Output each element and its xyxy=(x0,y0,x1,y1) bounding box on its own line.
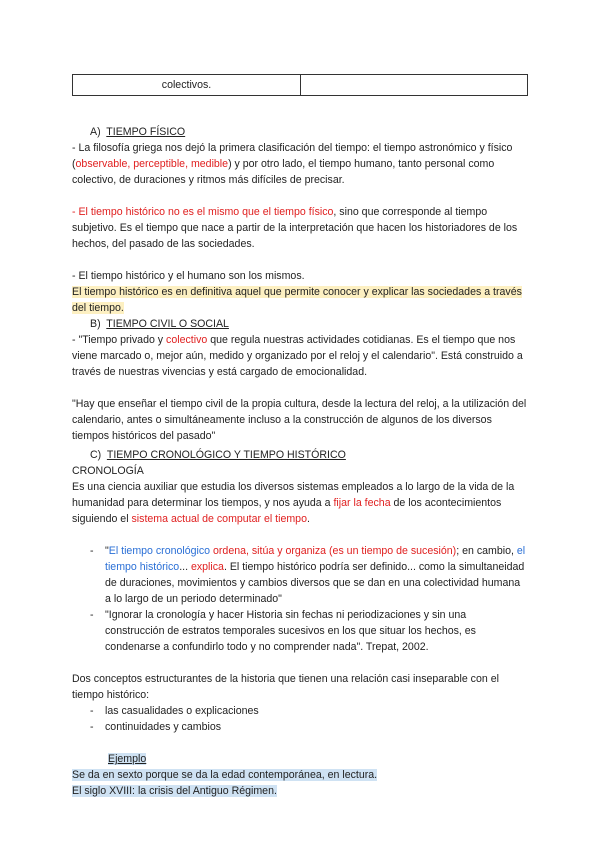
section-c xyxy=(72,447,528,799)
table-cell-empty xyxy=(301,75,527,95)
section-c-title: TIEMPO CRONOLÓGICO Y TIEMPO HISTÓRICO xyxy=(106,449,346,461)
section-a xyxy=(72,124,528,316)
section-b-title: TIEMPO CIVIL O SOCIAL xyxy=(106,318,229,330)
list-item: - las casualidades o explicaciones xyxy=(72,703,528,719)
example-line: El siglo XVIII: la crisis del Antiguo Régimen. xyxy=(72,785,277,797)
section-a-heading: A) TIEMPO FÍSICO xyxy=(90,126,186,138)
table-cell: colectivos. xyxy=(73,75,301,95)
highlighted-paragraph: El tiempo histórico es en definitiva aquel que permite conocer y explicar las sociedades a través del tiempo. xyxy=(72,286,522,314)
section-a-title: TIEMPO FÍSICO xyxy=(106,126,186,138)
paragraph: - La filosofía griega nos dejó la primera clasificación del tiempo: el tiempo astronómico y físico (observable, perceptible, medible) y por otro lado, el tiempo humano, tanto personal como colectivo, de duraciones y ritmos más difíciles de precisar. xyxy=(72,142,513,186)
paragraph: - El tiempo histórico no es el mismo que el tiempo físico, sino que corresponde al tiempo subjetivo. Es el tiempo que nace a partir de la interpretación que hacen los historiadores de los hechos, del pasado de las sociedades. xyxy=(72,206,518,250)
paragraph: - "Tiempo privado y colectivo que regula nuestras actividades cotidianas. Es el tiempo que nos viene marcado o, mejor aún, medido y organizado por el reloj y el calendario". Está construido a través de nuestras vivencias y está cargado de emocionalidad. xyxy=(72,334,523,378)
quote-list xyxy=(72,543,528,655)
list-item: - "El tiempo cronológico ordena, sitúa y organiza (es un tiempo de sucesión); en cambio, el tiempo histórico... explica. El tiempo histórico podría ser definido... como la simultaneidad de duraciones, movimientos y cambios diversos que se dan en una colectividad humana a lo largo de un periodo determinado" xyxy=(72,543,528,607)
paragraph: - El tiempo histórico y el humano son los mismos. xyxy=(72,270,305,282)
concept-list xyxy=(72,703,528,735)
list-item: - "Ignorar la cronología y hacer Historia sin fechas ni periodizaciones y sin una construcción de estratos temporales sucesivos en los que situar los hechos, es condenarse a confundirlo todo y no comprender nada". Trepat, 2002. xyxy=(72,607,528,655)
section-b xyxy=(72,316,528,444)
example-line: Se da en sexto porque se da la edad contemporánea, en lectura. xyxy=(72,769,378,781)
quote-paragraph: "Hay que enseñar el tiempo civil de la propia cultura, desde la lectura del reloj, a la utilización del calendario, antes o simultáneamente incluso a la construcción de algunos de los diversos tiempos históricos del pasado" xyxy=(72,398,527,442)
paragraph: Dos conceptos estructurantes de la historia que tienen una relación casi inseparable con el tiempo histórico: xyxy=(72,673,499,701)
subtitle: CRONOLOGÍA xyxy=(72,465,144,477)
table-row xyxy=(72,74,528,96)
paragraph: Es una ciencia auxiliar que estudia los diversos sistemas empleados a lo largo de la vida de la humanidad para determinar los tiempos, y nos ayuda a fijar la fecha de los acontecimientos siguiendo el sistema actual de computar el tiempo. xyxy=(72,481,515,525)
section-c-heading: C) TIEMPO CRONOLÓGICO Y TIEMPO HISTÓRICO xyxy=(90,449,346,461)
list-item: - continuidades y cambios xyxy=(72,719,528,735)
section-b-heading: B) TIEMPO CIVIL O SOCIAL xyxy=(90,318,229,330)
example-heading: Ejemplo xyxy=(108,753,147,765)
